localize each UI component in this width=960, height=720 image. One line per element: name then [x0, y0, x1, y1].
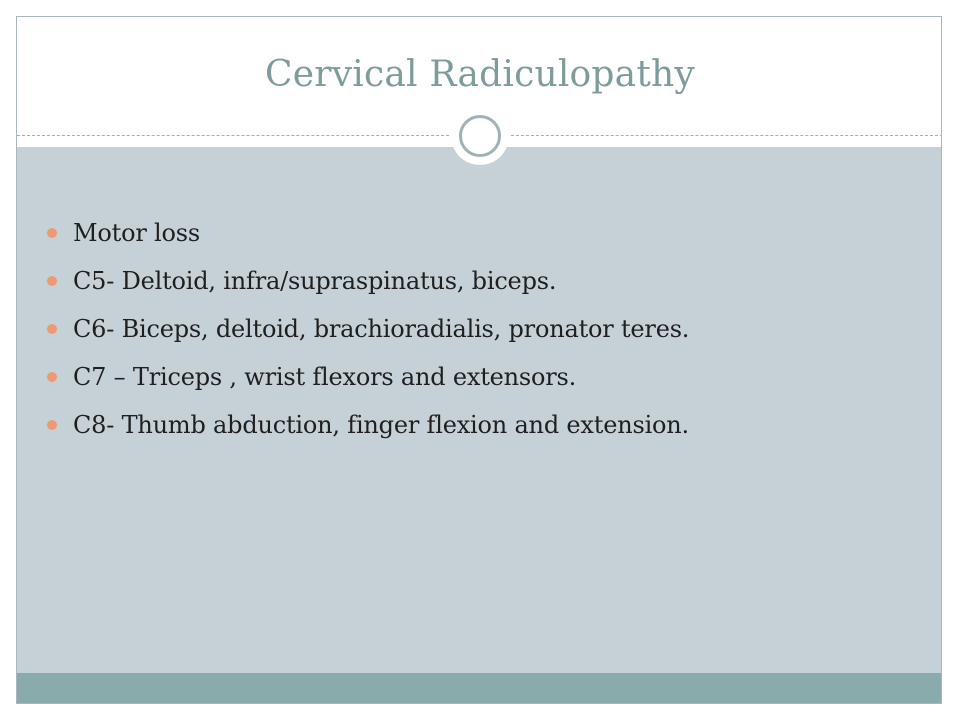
bullet-item — [47, 305, 927, 353]
bullet-dot-icon — [47, 324, 57, 334]
bullet-item — [47, 209, 927, 257]
bullet-text: C7 – Triceps , wrist flexors and extensors. — [73, 363, 577, 391]
bullet-list — [47, 209, 927, 449]
bullet-item — [47, 257, 927, 305]
ring-ornament-icon — [451, 107, 509, 165]
slide-title: Cervical Radiculopathy — [265, 54, 695, 95]
footer-bar — [17, 673, 942, 704]
bullet-text: C6- Biceps, deltoid, brachioradialis, pronator teres. — [73, 315, 690, 343]
slide-frame — [16, 16, 942, 704]
bullet-dot-icon — [47, 372, 57, 382]
bullet-dot-icon — [47, 420, 57, 430]
bullet-item — [47, 353, 927, 401]
ring-inner — [459, 115, 501, 157]
bullet-text: C8- Thumb abduction, finger flexion and extension. — [73, 411, 689, 439]
bullet-text: Motor loss — [73, 219, 200, 247]
bullet-dot-icon — [47, 276, 57, 286]
bullet-text: C5- Deltoid, infra/supraspinatus, biceps. — [73, 267, 557, 295]
bullet-item — [47, 401, 927, 449]
bullet-dot-icon — [47, 228, 57, 238]
